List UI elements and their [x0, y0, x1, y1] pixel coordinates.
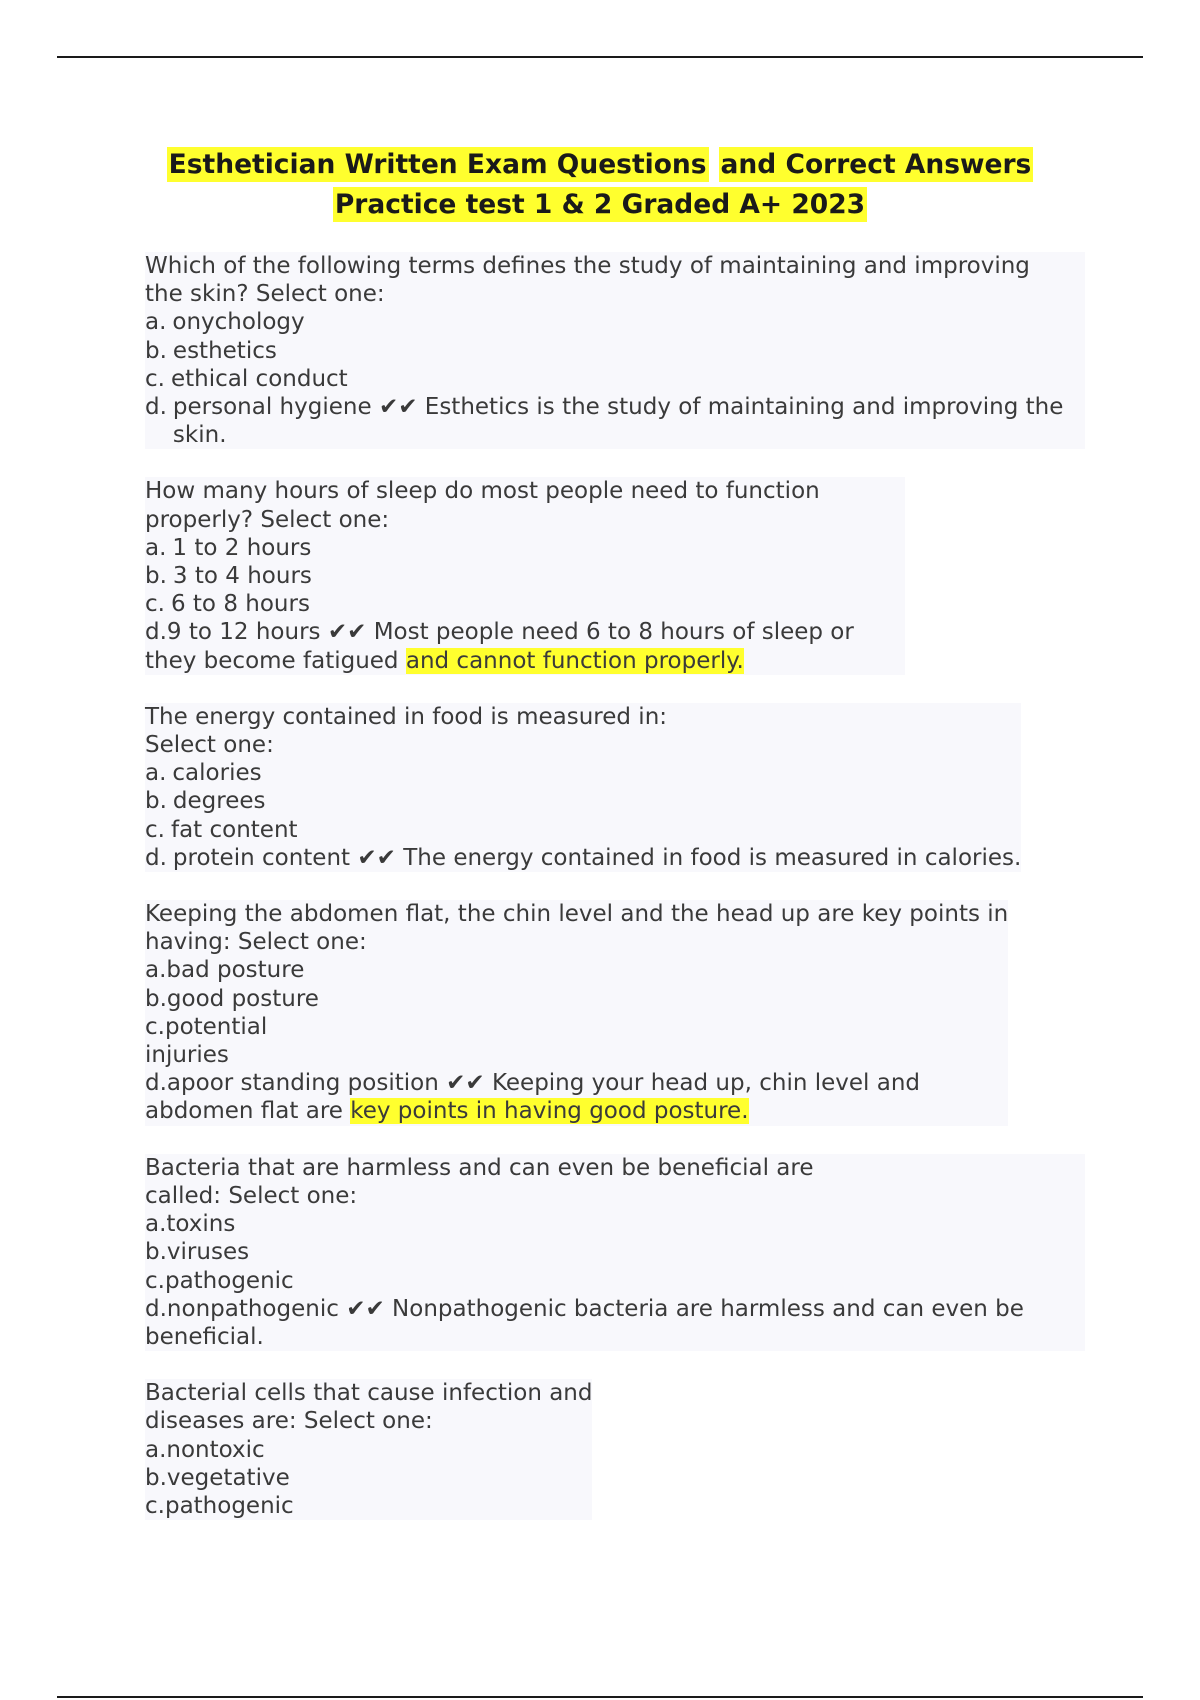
check-mark-icon: ✔✔ [446, 1070, 485, 1097]
question-text: How many hours of sleep do most people need to function [145, 478, 820, 505]
option-c: c.pathogenic [145, 1492, 294, 1519]
option-a: a. onychology [145, 309, 305, 336]
question-text: Keeping the abdomen flat, the chin level and the head up are key points in [145, 901, 1009, 928]
question-block-3 [145, 703, 1021, 872]
check-mark-icon: ✔✔ [357, 844, 396, 871]
question-block-1 [145, 252, 1085, 449]
option-a: a. calories [145, 760, 262, 787]
option-b: b. 3 to 4 hours [145, 563, 312, 590]
answer-explanation: Most people need 6 to 8 hours of sleep or they become fatigued [145, 619, 854, 674]
option-c: c.pathogenic [145, 1267, 294, 1294]
answer-highlight: and cannot function properly. [405, 647, 744, 674]
option-b: b.viruses [145, 1239, 250, 1266]
answer-explanation: Nonpathogenic bacteria are harmless and can even be beneficial. [145, 1295, 1024, 1350]
title-part2: and Correct Answers [720, 149, 1032, 180]
question-block-2 [145, 477, 905, 674]
document-title [100, 145, 1100, 225]
option-c: c. ethical conduct [145, 365, 348, 392]
answer-explanation: Keeping your head up, chin level and abdomen flat are [145, 1070, 921, 1125]
question-text: Which of the following terms defines the study of maintaining and improving [145, 253, 1030, 279]
questions-list [145, 252, 1085, 1548]
check-mark-icon: ✔✔ [327, 619, 367, 646]
option-d-with-answer: d. protein content ✔✔ The energy contained in food is measured in calories. [145, 844, 1022, 871]
option-d-with-answer: d.apoor standing position ✔✔ Keeping your head up, chin level and abdomen flat are key points in having good posture. [145, 1070, 921, 1125]
option-b: b. esthetics [145, 337, 277, 364]
check-mark-icon: ✔✔ [346, 1295, 385, 1322]
bottom-rule [57, 1696, 1143, 1698]
question-text-cont: the skin? Select one: [145, 281, 385, 308]
answer-highlight: key points in having good posture. [350, 1098, 749, 1125]
question-block-5 [145, 1154, 1085, 1351]
option-b: b.good posture [145, 985, 319, 1012]
question-block-4 [145, 900, 1008, 1126]
question-block-6 [145, 1379, 592, 1520]
option-d-with-answer: d.nonpathogenic ✔✔ Nonpathogenic bacteria are harmless and can even be beneficial. [145, 1295, 1024, 1350]
question-text: Bacterial cells that cause infection and [145, 1380, 593, 1407]
question-text-cont: called: Select one: [145, 1182, 358, 1209]
option-a: a.nontoxic [145, 1436, 265, 1463]
question-text-cont: diseases are: Select one: [145, 1408, 433, 1435]
option-c: c.potential injuries [145, 1013, 268, 1069]
title-line2: Practice test 1 & 2 Graded A+ 2023 [334, 189, 866, 220]
title-part1: Esthetician Written Exam Questions [168, 149, 707, 180]
check-mark-icon: ✔✔ [378, 394, 418, 421]
answer-explanation: Esthetics is the study of maintaining and improving the skin. [172, 394, 1064, 449]
question-text-cont: having: Select one: [145, 929, 367, 956]
option-b: b.vegetative [145, 1464, 290, 1491]
question-text: Bacteria that are harmless and can even be beneficial are [145, 1154, 814, 1181]
option-b: b. degrees [145, 788, 266, 815]
question-text-cont: properly? Select one: [145, 506, 390, 533]
question-text: The energy contained in food is measured in: [145, 703, 668, 730]
option-a: a.bad posture [145, 957, 305, 984]
option-c: c. fat content [145, 816, 298, 843]
option-d-with-answer: d. personal hygiene ✔✔ Esthetics is the study of maintaining and improving the skin. [145, 394, 1064, 449]
option-a: a.toxins [145, 1211, 236, 1238]
answer-explanation: The energy contained in food is measured in calories. [403, 844, 1022, 871]
option-c: c. 6 to 8 hours [145, 591, 310, 618]
question-text-cont: Select one: [145, 732, 274, 759]
option-a: a. 1 to 2 hours [145, 534, 312, 561]
option-d-with-answer: d.9 to 12 hours ✔✔ Most people need 6 to 8 hours of sleep or they become fatigued and cannot function properly. [145, 619, 854, 674]
top-rule [57, 56, 1143, 58]
